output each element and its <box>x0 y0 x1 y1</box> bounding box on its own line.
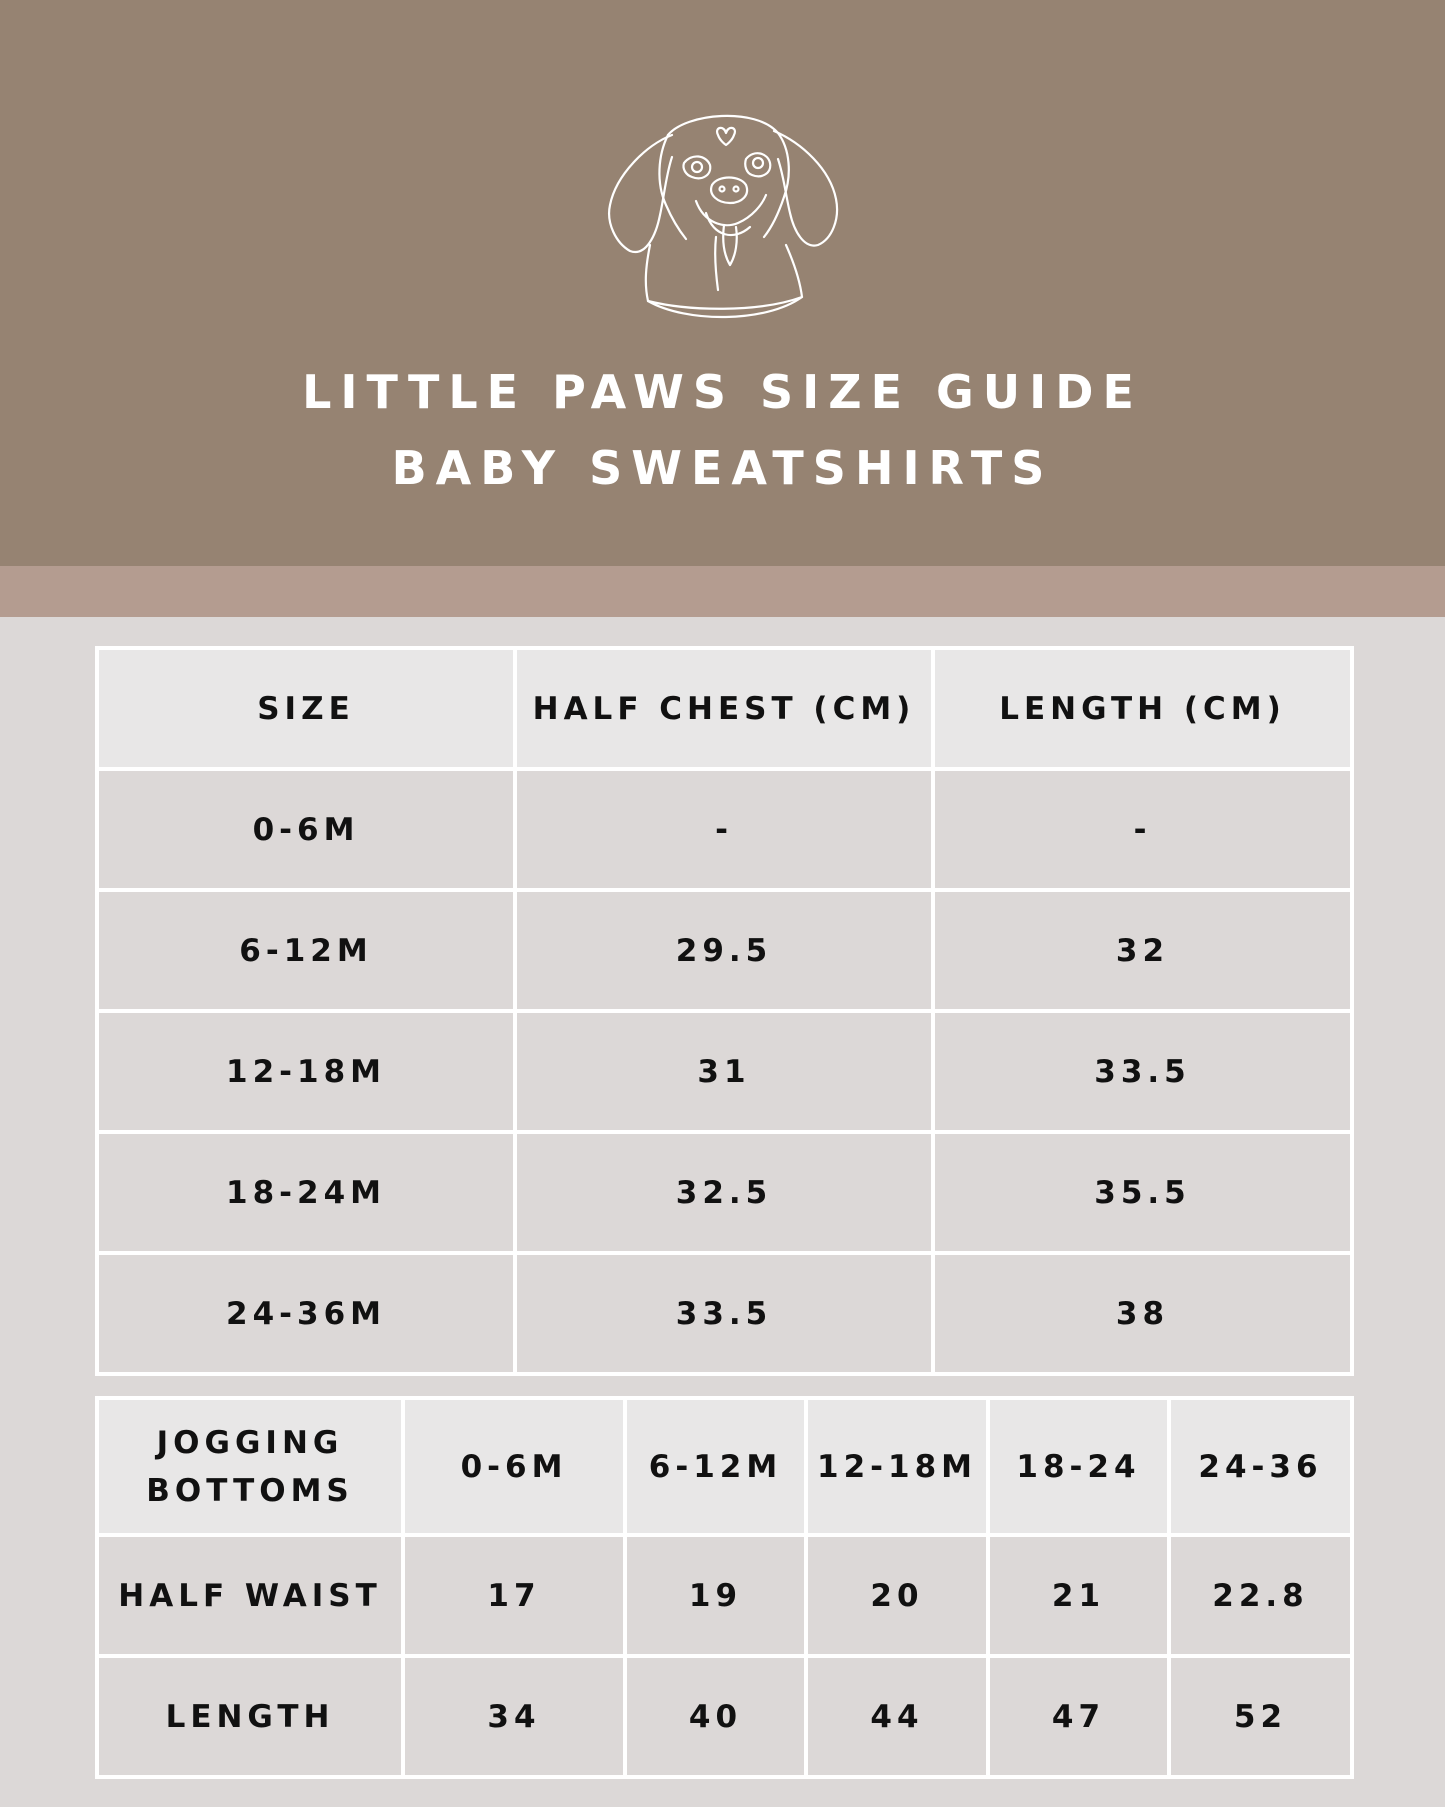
length-cell: 35.5 <box>933 1132 1352 1253</box>
column-header-size: 24-36 <box>1169 1398 1352 1535</box>
corner-line-2: BOTTOMS <box>146 1472 354 1509</box>
value-cell: 22.8 <box>1169 1535 1352 1656</box>
value-cell: 20 <box>806 1535 988 1656</box>
length-cell: - <box>933 769 1352 890</box>
length-cell: 38 <box>933 1253 1352 1374</box>
size-cell: 12-18M <box>97 1011 515 1132</box>
row-label-half-waist: HALF WAIST <box>97 1535 403 1656</box>
length-cell: 32 <box>933 890 1352 1011</box>
value-cell: 47 <box>988 1656 1169 1777</box>
half-chest-cell: 31 <box>515 1011 933 1132</box>
table-row <box>97 1656 1352 1777</box>
value-cell: 44 <box>806 1656 988 1777</box>
half-chest-cell: 33.5 <box>515 1253 933 1374</box>
table-row <box>97 1011 1352 1132</box>
length-cell: 33.5 <box>933 1011 1352 1132</box>
half-chest-cell: 29.5 <box>515 890 933 1011</box>
table-row <box>97 890 1352 1011</box>
title-line-2: BABY SWEATSHIRTS <box>391 441 1054 495</box>
value-cell: 21 <box>988 1535 1169 1656</box>
accent-band <box>0 566 1445 617</box>
row-label-length: LENGTH <box>97 1656 403 1777</box>
corner-line-1: JOGGING <box>156 1424 344 1461</box>
value-cell: 17 <box>403 1535 625 1656</box>
size-cell: 0-6M <box>97 769 515 890</box>
column-header-size: 12-18M <box>806 1398 988 1535</box>
header-banner <box>0 0 1445 566</box>
size-cell: 6-12M <box>97 890 515 1011</box>
half-chest-cell: - <box>515 769 933 890</box>
table-header-row <box>97 1398 1352 1535</box>
dog-line-art-icon <box>606 105 840 320</box>
table-header-row <box>97 648 1352 769</box>
jogging-bottoms-size-table <box>95 1396 1354 1779</box>
value-cell: 40 <box>625 1656 806 1777</box>
column-header-length: LENGTH (CM) <box>933 648 1352 769</box>
half-chest-cell: 32.5 <box>515 1132 933 1253</box>
column-header-size: 18-24 <box>988 1398 1169 1535</box>
page-title <box>0 354 1445 506</box>
table-row <box>97 1253 1352 1374</box>
table-row <box>97 769 1352 890</box>
size-cell: 18-24M <box>97 1132 515 1253</box>
sweatshirt-size-table <box>95 646 1354 1376</box>
jogging-bottoms-label <box>97 1398 403 1535</box>
value-cell: 19 <box>625 1535 806 1656</box>
table-row <box>97 1535 1352 1656</box>
column-header-size: 6-12M <box>625 1398 806 1535</box>
column-header-half-chest: HALF CHEST (CM) <box>515 648 933 769</box>
column-header-size: 0-6M <box>403 1398 625 1535</box>
value-cell: 34 <box>403 1656 625 1777</box>
table-row <box>97 1132 1352 1253</box>
value-cell: 52 <box>1169 1656 1352 1777</box>
title-line-1: LITTLE PAWS SIZE GUIDE <box>302 365 1143 419</box>
column-header-size: SIZE <box>97 648 515 769</box>
size-cell: 24-36M <box>97 1253 515 1374</box>
